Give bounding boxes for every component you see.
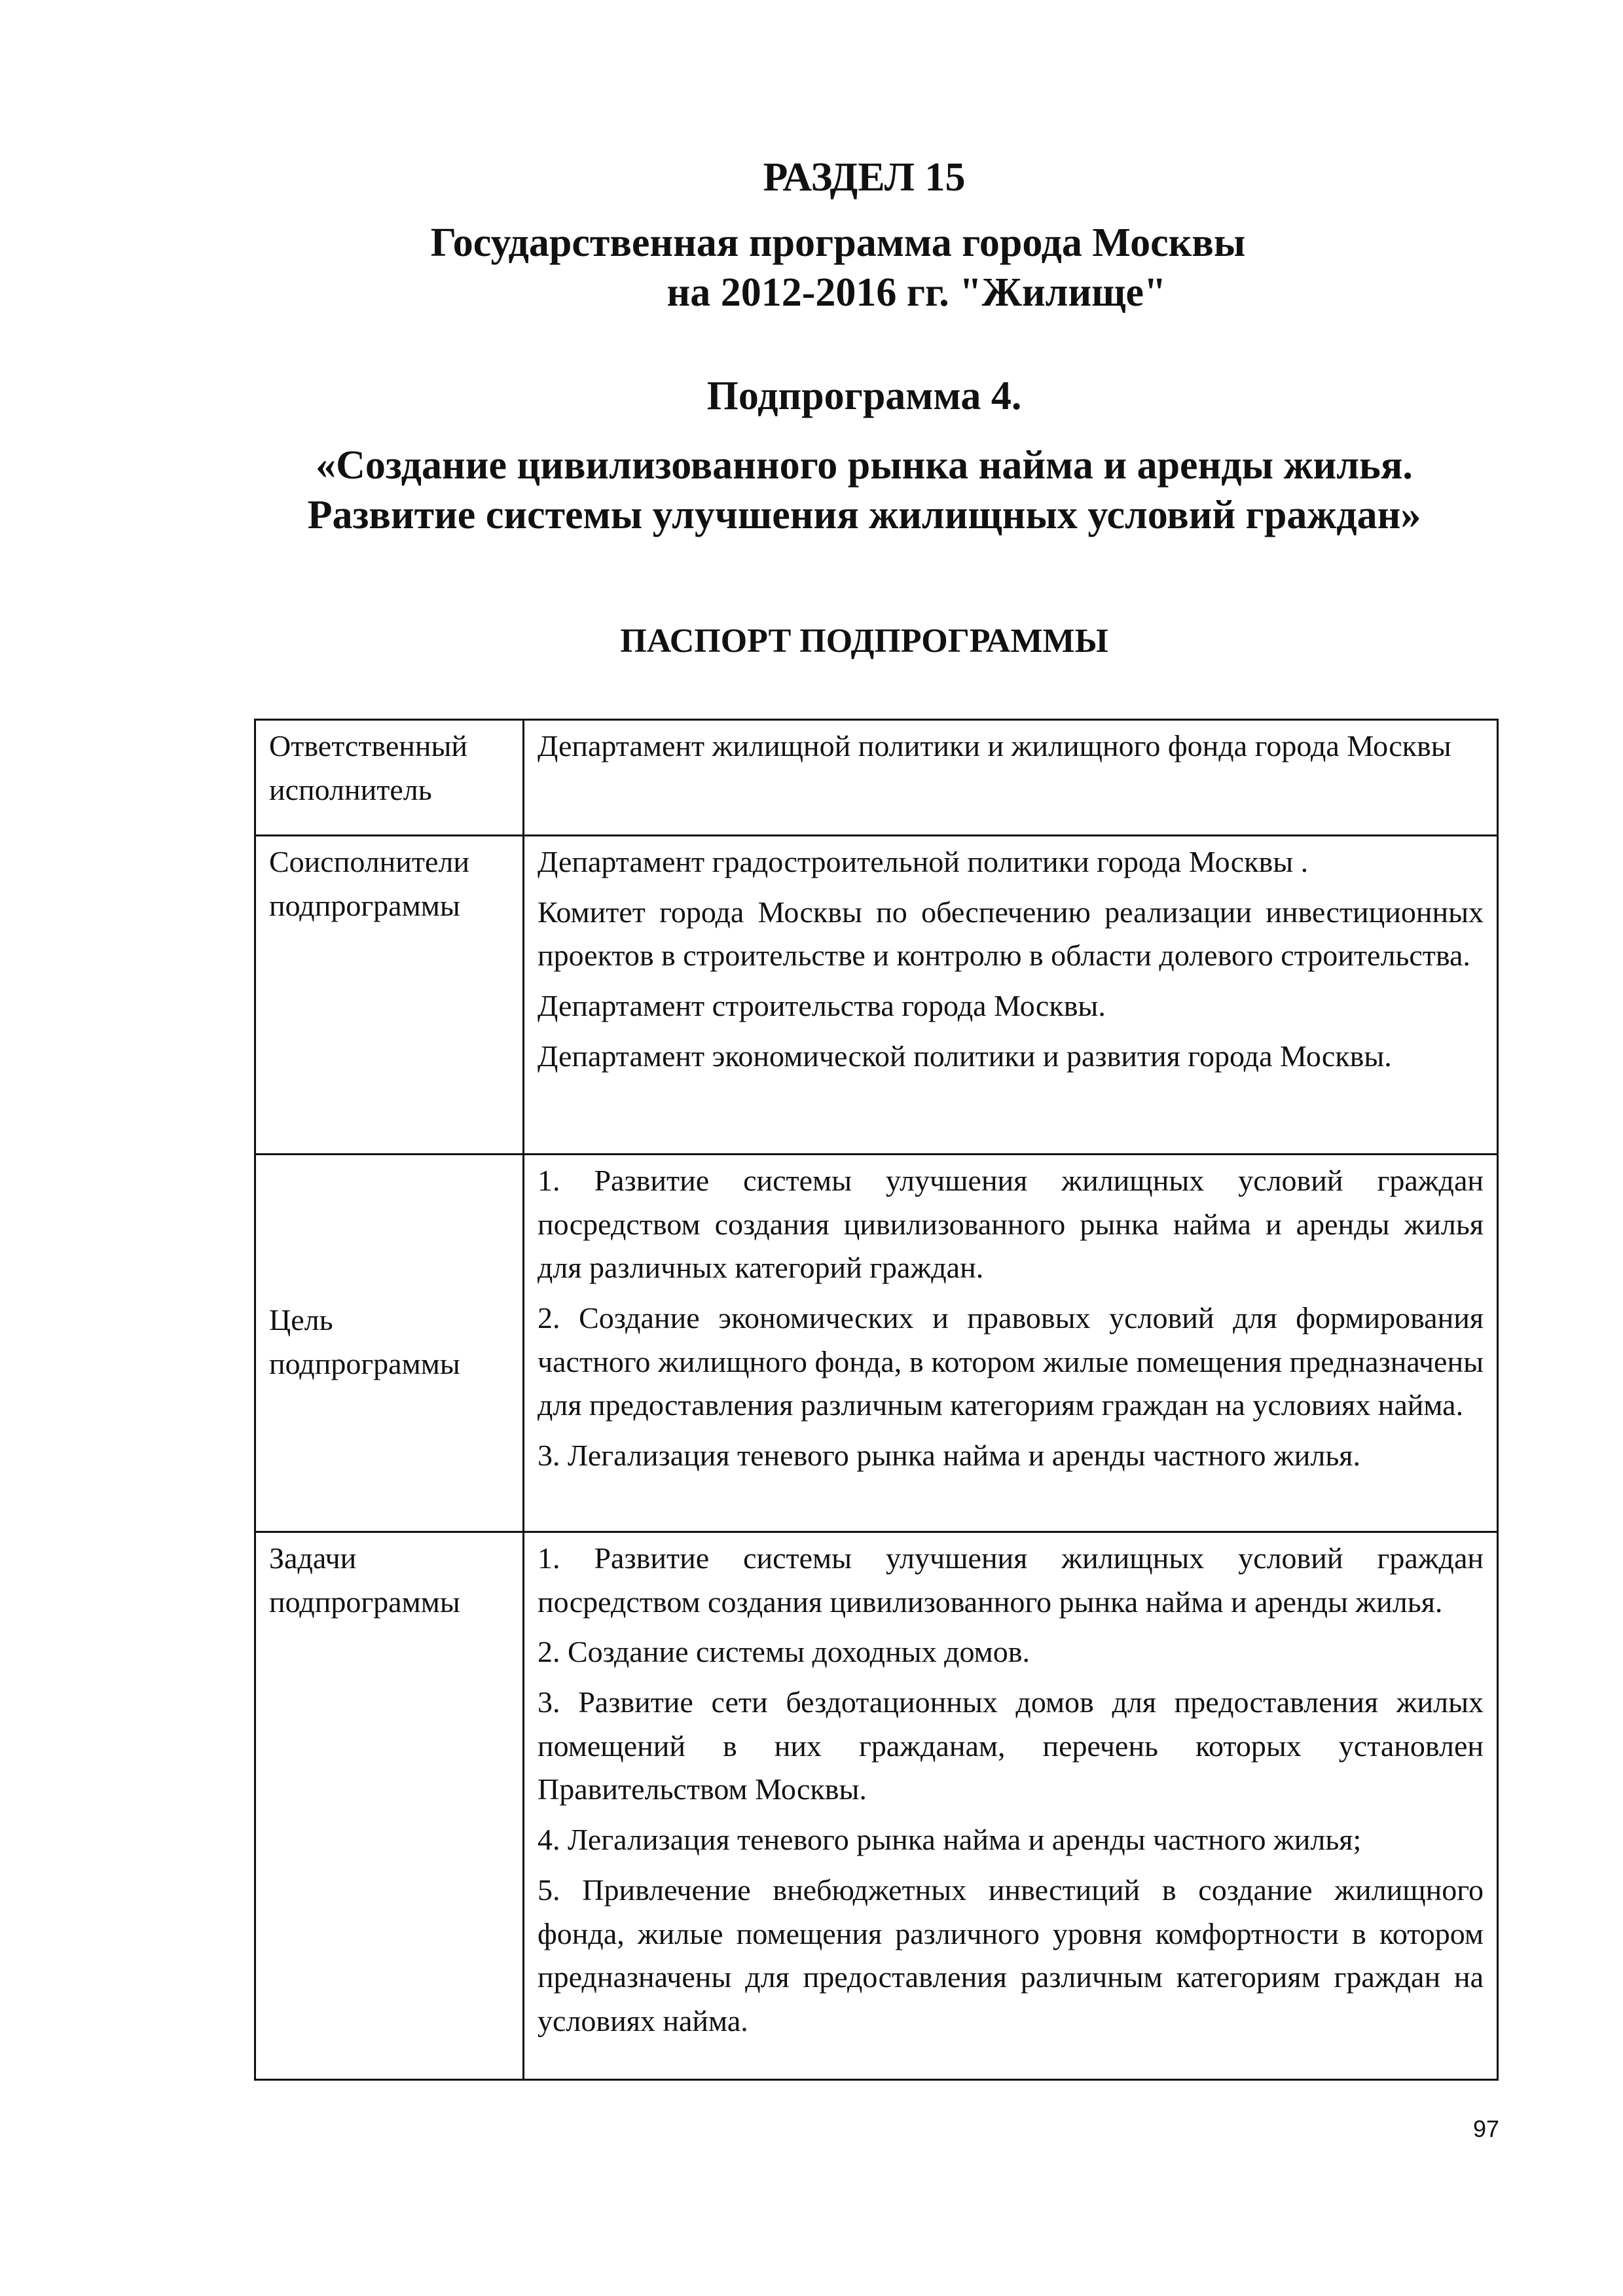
table-paragraph: Департамент жилищной политики и жилищного фонда города Москвы [538, 729, 1451, 762]
table-paragraph: 1. Развитие системы улучшения жилищных условий граждан посредством создания цивилизованного рынка найма и аренды жилья. [538, 1541, 1484, 1619]
table-paragraph: 5. Привлечение внебюджетных инвестиций в создание жилищного фонда, жилые помещения различного уровня комфортности в котором предназначены для предоставления различным категориям граждан на условиях найма. [538, 1873, 1484, 2037]
row-label-co-executors: Соисполнители подпрограммы [255, 836, 524, 1155]
section-title: РАЗДЕЛ 15 [763, 155, 966, 200]
table-paragraph: 1. Развитие системы улучшения жилищных условий граждан посредством создания цивилизованного рынка найма и аренды жилья для различных категорий граждан. [538, 1164, 1484, 1285]
table-row [255, 836, 1498, 1155]
table-paragraph: Департамент градостроительной политики города Москвы . [538, 845, 1309, 878]
row-label-tasks: Задачи подпрограммы [255, 1532, 524, 2080]
passport-table [254, 719, 1499, 2081]
program-title-line-1: Государственная программа города Москвы [430, 221, 1246, 265]
table-row [255, 720, 1498, 836]
program-title-line-2: на 2012-2016 гг. "Жилище" [666, 270, 1167, 315]
row-content-co-executors [524, 836, 1498, 1155]
subprogram-number: Подпрограмма 4. [706, 374, 1022, 418]
table-paragraph: Департамент экономической политики и развития города Москвы. [538, 1039, 1392, 1073]
table-paragraph: 4. Легализация теневого рынка найма и аренды частного жилья; [538, 1823, 1362, 1857]
row-label-goal: Цель подпрограммы [255, 1155, 524, 1532]
row-content-goal [524, 1155, 1498, 1532]
row-content-tasks [524, 1532, 1498, 2080]
table-paragraph: Департамент строительства города Москвы. [538, 989, 1106, 1023]
table-paragraph: Комитет города Москвы по обеспечению реализации инвестиционных проектов в строительстве и контролю в области долевого строительства. [538, 895, 1484, 973]
subprogram-name-line-1: «Создание цивилизованного рынка найма и аренды жилья. [316, 443, 1413, 488]
row-label-responsible: Ответственный исполнитель [255, 720, 524, 836]
passport-title: ПАСПОРТ ПОДПРОГРАММЫ [620, 622, 1108, 660]
table-paragraph: 3. Развитие сети бездотационных домов для предоставления жилых помещений в них гражданам, перечень которых установлен Правительством Москвы. [538, 1685, 1484, 1806]
row-content-responsible [524, 720, 1498, 836]
table-row [255, 1532, 1498, 2080]
table-row [255, 1155, 1498, 1532]
subprogram-name-line-2: Развитие системы улучшения жилищных условий граждан» [307, 493, 1421, 537]
table-paragraph: 2. Создание системы доходных домов. [538, 1635, 1030, 1669]
page-number: 97 [1472, 2115, 1500, 2142]
table-paragraph: 2. Создание экономических и правовых условий для формирования частного жилищного фонда, в котором жилые помещения предназначены для предоставления различным категориям граждан на условиях найма. [538, 1301, 1484, 1422]
table-paragraph: 3. Легализация теневого рынка найма и аренды частного жилья. [538, 1439, 1360, 1473]
